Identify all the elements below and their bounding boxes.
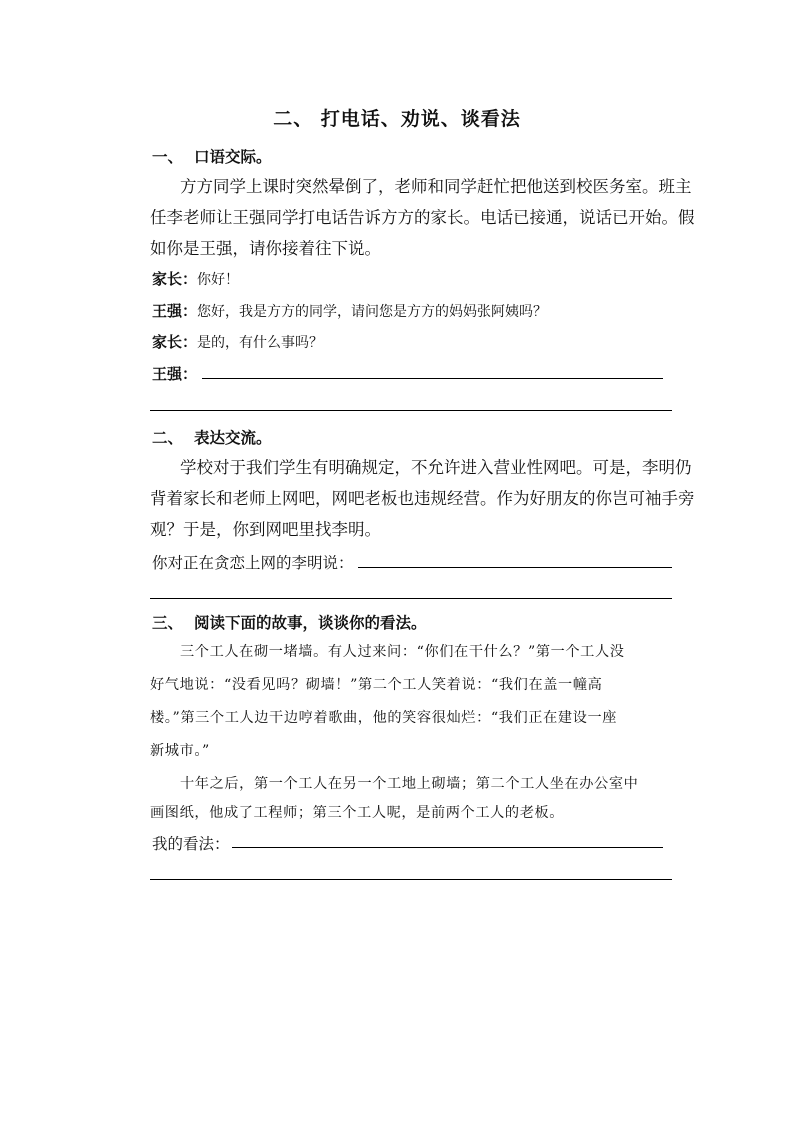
answer-line-section-1[interactable] xyxy=(150,410,672,411)
section-2-paragraph-line-3: 观？于是，你到网吧里找李明。 xyxy=(150,520,381,539)
dialogue-speaker: 王强： xyxy=(152,302,198,320)
section-1-title: 口语交际。 xyxy=(194,147,272,166)
dialogue-text: 你好！ xyxy=(197,272,240,288)
section-1-number: 一、 xyxy=(152,147,184,166)
section-3-title: 阅读下面的故事，谈谈你的看法。 xyxy=(194,613,427,632)
story-line-4: 新城市。” xyxy=(150,743,210,759)
answer-line-wangqiang[interactable] xyxy=(202,378,663,379)
story-line-5: 十年之后，第一个工人在另一个工地上砌墙；第二个工人坐在办公室中 xyxy=(180,776,639,792)
story-line-3: 楼。”第三个工人边干边哼着歌曲，他的笑容很灿烂：“我们正在建设一座 xyxy=(150,710,618,726)
section-1-paragraph-line-2: 任李老师让王强同学打电话告诉方方的家长。电话已接通，说话已开始。假 xyxy=(150,208,695,227)
dialogue-line xyxy=(152,331,323,352)
section-1-heading xyxy=(152,145,272,167)
dialogue-line xyxy=(152,363,197,384)
section-3-prompt: 我的看法： xyxy=(152,835,230,853)
story-line-1: 三个工人在砌一堵墙。有人过来问：“你们在干什么？”第一个工人没 xyxy=(180,644,625,660)
story-line-6: 画图纸，他成了工程师；第三个工人呢，是前两个工人的老板。 xyxy=(150,805,565,821)
dialogue-speaker: 王强： xyxy=(152,365,198,383)
answer-line-section-2[interactable] xyxy=(150,598,672,599)
section-3-heading xyxy=(152,611,427,633)
story-line-2: 好气地说：“没看见吗？砌墙！”第二个工人笑着说：“我们在盖一幢高 xyxy=(150,677,603,693)
answer-line-opinion[interactable] xyxy=(232,847,663,848)
section-1-paragraph-line-3: 如你是王强，请你接着往下说。 xyxy=(150,239,381,258)
page-title: 二、 打电话、劝说、谈看法 xyxy=(273,108,521,130)
section-2-paragraph-line-2: 背着家长和老师上网吧，网吧老板也违规经营。作为好朋友的你岂可袖手旁 xyxy=(150,489,695,508)
section-2-paragraph-line-1: 学校对于我们学生有明确规定，不允许进入营业性网吧。可是，李明仍 xyxy=(180,458,692,477)
section-1-paragraph-line-1: 方方同学上课时突然晕倒了，老师和同学赶忙把他送到校医务室。班主 xyxy=(180,177,692,196)
answer-line-liming[interactable] xyxy=(358,567,672,568)
section-2-number: 二、 xyxy=(152,428,184,447)
dialogue-line xyxy=(152,268,239,289)
section-2-heading xyxy=(152,426,272,448)
section-3-number: 三、 xyxy=(152,613,184,632)
dialogue-text: 是的，有什么事吗？ xyxy=(197,335,324,351)
answer-line-section-3[interactable] xyxy=(150,879,672,880)
section-2-title: 表达交流。 xyxy=(194,428,272,447)
dialogue-speaker: 家长： xyxy=(152,270,198,288)
dialogue-text: 您好，我是方方的同学，请问您是方方的妈妈张阿姨吗？ xyxy=(197,304,548,320)
section-2-prompt: 你对正在贪恋上网的李明说： xyxy=(152,554,354,572)
dialogue-speaker: 家长： xyxy=(152,333,198,351)
dialogue-line xyxy=(152,300,547,321)
